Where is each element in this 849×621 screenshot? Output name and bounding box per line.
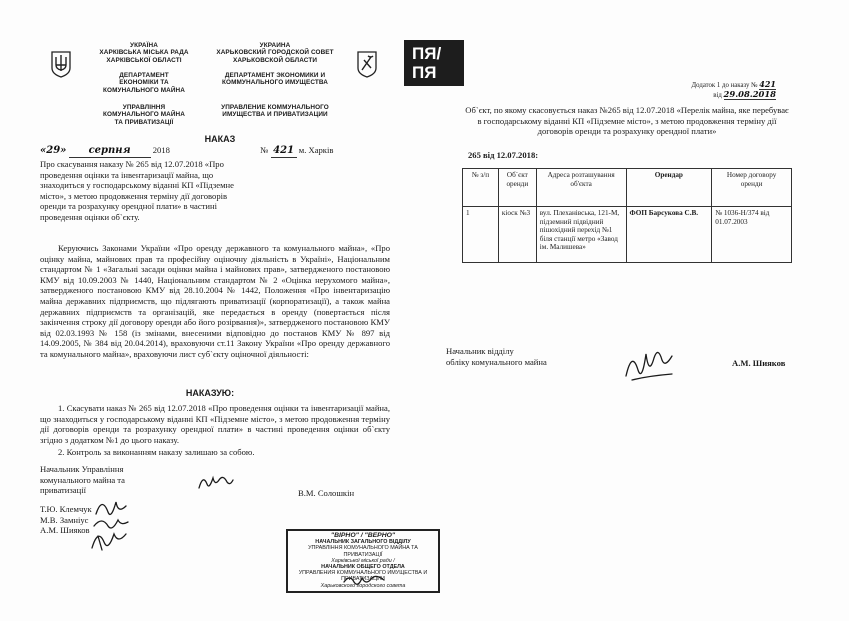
header-council-ru: УКРАИНА ХАРЬКОВСКИЙ ГОРОДСКОЙ СОВЕТ ХАРЬКОВСКОЙ ОБЛАСТИ xyxy=(216,42,334,64)
table-row xyxy=(463,207,792,263)
annex-ref-date: 29.08.2018 xyxy=(723,89,776,99)
header-department-ua: ДЕПАРТАМЕНТ ЕКОНОМІКИ ТА КОМУНАЛЬНОГО МАЙНА xyxy=(103,72,185,94)
order-number: 421 xyxy=(271,146,297,158)
trident-emblem-icon xyxy=(50,50,72,78)
annex-cell-tenant: ФОП Барсукова С.В. xyxy=(626,207,712,263)
decree-item-2: 2. Контроль за виконанням наказу залишаю за собою. xyxy=(58,447,255,457)
annex-col-address: Адреса розташування об'єкта xyxy=(536,169,626,207)
annex-col-contract: Номер договору оренди xyxy=(712,169,792,207)
annex-table-header-row xyxy=(463,169,792,207)
annex-signature-icon xyxy=(622,346,678,386)
annex-ref-from: від xyxy=(713,92,722,99)
header-management-ru: УПРАВЛЕНИЕ КОММУНАЛЬНОГО ИМУЩЕСТВА И ПРИВАТИЗАЦИИ xyxy=(221,104,329,119)
approver-1: Т.Ю. Клемчук xyxy=(40,504,92,514)
order-date-year: 2018 xyxy=(152,145,170,155)
annex-cell-number: 1 xyxy=(463,207,499,263)
certified-copy-stamp: "ВІРНО" / "ВЕРНО" НАЧАЛЬНИК ЗАГАЛЬНОГО ВІДДІЛУ УПРАВЛІННЯ КОМУНАЛЬНОГО МАЙНА ТА ПРИВАТИЗАЦІЇ Харківської міської ради / НАЧАЛЬНИК ОБЩЕГО ОТДЕЛА УПРАВЛЕНИЯ КОММУНАЛЬНОГО ИМУЩЕСТВА И ПРИВАТИЗАЦИИ Харьковского городского совета xyxy=(286,529,440,593)
header-council-ua: УКРАЇНА ХАРКІВСЬКА МІСЬКА РАДА ХАРКІВСЬКОЇ ОБЛАСТІ xyxy=(99,42,189,64)
order-signature-icon xyxy=(196,470,236,498)
stamp-signature-icon xyxy=(340,570,390,590)
annex-signer-name: А.М. Шияков xyxy=(732,358,786,368)
order-subject: Про скасування наказу № 265 від 12.07.2018 «Про проведення оцінки та інвентаризації майна, що знаходиться у господарському віданні КП «Підземне місто», з метою продовження терміну дії договорів оренди та розрахунку орендної плати» в частині проведення оцінки об`єкту. xyxy=(40,159,234,222)
annex-ref-number: 421 xyxy=(759,79,776,89)
decree-item-1: 1. Скасувати наказ № 265 від 12.07.2018 «Про проведення оцінки та інвентаризації майна, що знаходиться у господарському віданні КП «Підземне місто», з метою продовження терміну дії договорів оренди та розрахунку орендної плати» в частині проведення оцінки об`єкту згідно з додатком №1 до цього наказу. xyxy=(40,403,390,445)
order-signer-title: Начальник Управління комунального майна та приватизації xyxy=(40,464,125,496)
order-signer-name: В.М. Солошкін xyxy=(298,488,355,498)
order-date-day: «29» xyxy=(40,145,67,156)
approver-signatures-icon xyxy=(88,492,136,556)
order-date-month: серпня xyxy=(69,146,151,158)
annex-title: Об`єкт, по якому скасовується наказ №265 від 12.07.2018 «Перелік майна, яке перебуває в господарському віданні КП «Підземне місто», з метою продовження терміну дії договорів оренди та розрахунку орендної плати» xyxy=(465,105,789,137)
annex-table xyxy=(462,168,792,263)
annex-cell-address: вул. Плеханівська, 121-М, підземний підвідний пішохідний перехід №1 біля станції метро «Завод ім. Малишева» xyxy=(536,207,626,263)
approver-2: М.В. Замніус xyxy=(40,514,89,525)
annex-col-tenant: Орендар xyxy=(626,169,712,207)
annex-subtitle: 265 від 12.07.2018: xyxy=(468,150,539,160)
order-preamble: Керуючись Законами України «Про оренду державного та комунального майна», «Про оцінку майна, майнових прав та професійну оціночну діяльність в Україні», Національним стандартом № 1 «Загальні засади оцінки майна і майнових прав», затвердженого постановою КМУ від 10.09.2003 № 1440, Національним стандартом № 2 «Оцінка нерухомого майна», затвердженого постановою КМУ від 28.10.2004 № 1442, Положення «Про інвентаризацію майна державних підприємств, що підлягають приватизації (корпоратизації), а також майна державних підприємств та організацій, яке передається в оренду (повертається після закінчення строку дії договору оренди або його розірвання)», затвердженого постановою КМУ від 02.03.1993 № 158 (із змінами, внесеними відповідно до постанов КМУ № 897 від 14.09.2005, № 384 від 20.04.2014), враховуючи ст.11 Закону України «Про оренду державного та комунального майна», враховуючи лист суб`єкту оціночної діяльності: xyxy=(40,243,390,359)
order-title: НАКАЗ xyxy=(204,134,236,144)
kharkiv-coat-of-arms-icon xyxy=(356,50,378,78)
annex-cell-object: кіоск №3 xyxy=(498,207,536,263)
annex-reference xyxy=(656,80,776,100)
decree-heading: НАКАЗУЮ: xyxy=(185,388,235,398)
annex-col-object: Об`єкт оренди xyxy=(498,169,536,207)
header-management-ua: УПРАВЛІННЯ КОМУНАЛЬНОГО МАЙНА ТА ПРИВАТИЗАЦІЇ xyxy=(103,104,185,126)
order-number-prefix: № xyxy=(260,145,269,155)
annex-ref-prefix: Додаток 1 до наказу № xyxy=(691,82,758,89)
corner-stamp-box: ПЯ/ ПЯ xyxy=(404,40,464,86)
annex-cell-contract: № 1036-Н/374 від 01.07.2003 xyxy=(712,207,792,263)
header-department-ru: ДЕПАРТАМЕНТ ЭКОНОМИКИ И КОММУНАЛЬНОГО ИМУЩЕСТВА xyxy=(222,72,328,87)
order-date-line xyxy=(40,145,360,158)
annex-signer-title: Начальник відділу обліку комунального майна xyxy=(446,346,547,367)
order-place: м. Харків xyxy=(298,145,334,155)
annex-col-number: № з/п xyxy=(463,169,499,207)
approver-3: А.М. Шияков xyxy=(40,525,90,536)
